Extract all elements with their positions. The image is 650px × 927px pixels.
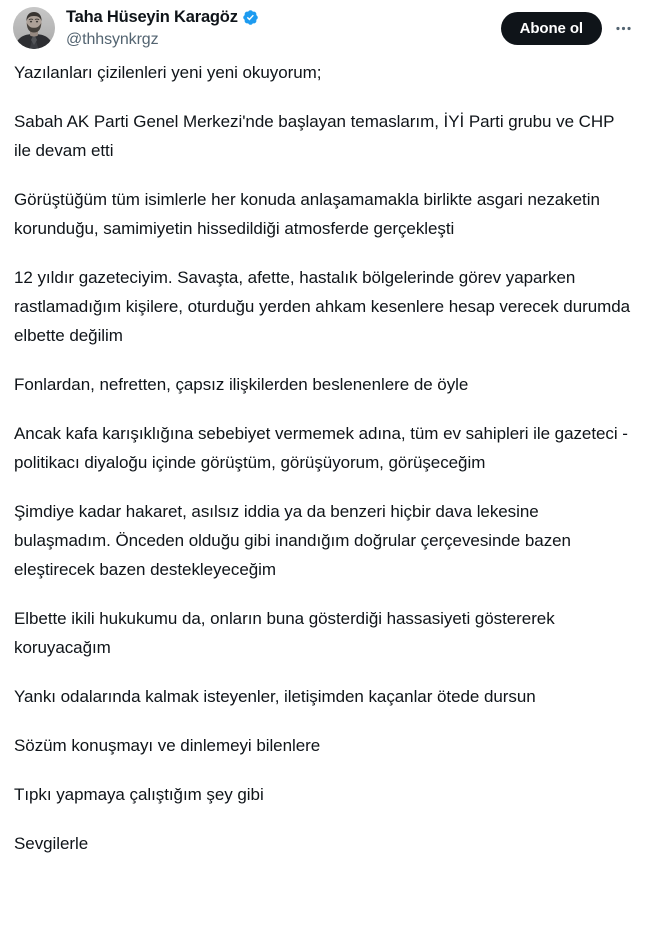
avatar[interactable] [13, 7, 55, 49]
tweet-paragraph: Yazılanları çizilenleri yeni yeni okuyorum; [14, 63, 322, 82]
tweet-paragraph: Sözüm konuşmayı ve dinlemeyi bilenlere [14, 736, 321, 755]
tweet-paragraph: Ancak kafa karışıklığına sebebiyet vermemek adına, tüm ev sahipleri ile gazeteci - politikacı diyaloğu içinde görüştüm, görüşüyorum, görüşeceğim [14, 424, 633, 472]
user-handle[interactable]: @thhsynkrgz [66, 31, 159, 48]
verified-badge-icon [242, 9, 259, 26]
tweet-paragraph: Tıpkı yapmaya çalıştığım şey gibi [14, 785, 264, 804]
tweet-text-body [0, 58, 650, 858]
more-options-button[interactable] [608, 14, 638, 44]
tweet-paragraph: Yankı odalarında kalmak isteyenler, iletişimden kaçanlar ötede dursun [14, 687, 536, 706]
tweet-paragraph: Şimdiye kadar hakaret, asılsız iddia ya da benzeri hiçbir dava lekesine bulaşmadım. Önceden olduğu gibi inandığım doğrular çerçevesinde bazen eleştirecek bazen destekleyeceğim [14, 502, 576, 579]
tweet-paragraph: Sevgilerle [14, 834, 89, 853]
header-actions [501, 6, 640, 45]
tweet-paragraph: Fonlardan, nefretten, çapsız ilişkilerden beslenenlere de öyle [14, 375, 469, 394]
display-name: Taha Hüseyin Karagöz [66, 8, 238, 26]
subscribe-button[interactable]: Abone ol [501, 12, 602, 45]
tweet-paragraph: Elbette ikili hukukumu da, onların buna gösterdiği hassasiyeti göstererek koruyacağım [14, 609, 560, 657]
tweet-header [0, 0, 650, 52]
tweet-paragraph: 12 yıldır gazeteciyim. Savaşta, afette, hastalık bölgelerinde görev yaparken rastlamadığım kişilere, oturduğu yerden ahkam kesenlere hesap verecek durumda elbette değilim [14, 268, 635, 345]
tweet-paragraph: Görüştüğüm tüm isimlerle her konuda anlaşamamakla birlikte asgari nezaketin korunduğu, samimiyetin hissedildiği atmosferde gerçekleşti [14, 190, 605, 238]
user-portrait-photo-icon [13, 7, 55, 49]
tweet-paragraph: Sabah AK Parti Genel Merkezi'nde başlayan temaslarım, İYİ Parti grubu ve CHP ile devam etti [14, 112, 619, 160]
display-name-row[interactable] [66, 7, 259, 27]
user-identity [66, 6, 259, 50]
more-horizontal-icon [614, 19, 633, 38]
